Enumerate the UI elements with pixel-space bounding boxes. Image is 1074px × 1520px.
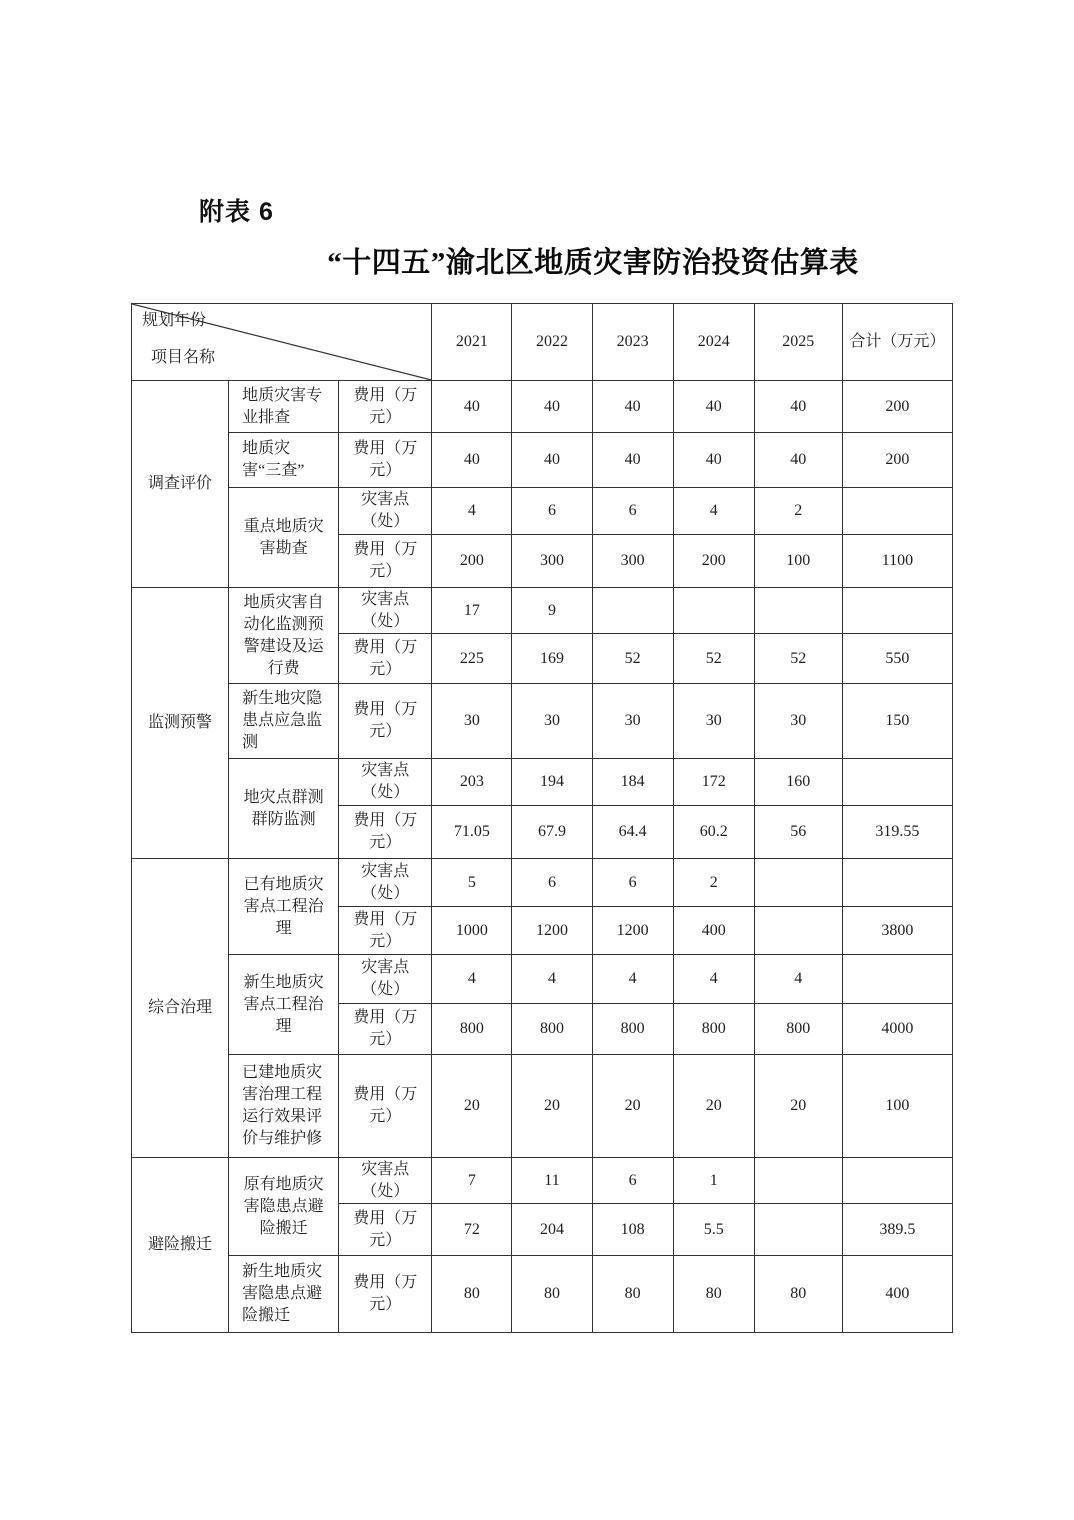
value-cell: 1200	[592, 907, 673, 955]
col-header-2022: 2022	[512, 304, 592, 381]
value-cell: 80	[673, 1256, 754, 1333]
value-cell: 4	[512, 955, 592, 1004]
value-cell: 200	[673, 535, 754, 588]
value-cell: 20	[673, 1055, 754, 1158]
corner-label-planning-year: 规划年份	[142, 312, 207, 329]
value-cell: 71.05	[432, 806, 512, 859]
value-cell: 1100	[842, 535, 952, 588]
value-cell: 2	[673, 859, 754, 907]
value-cell: 4	[754, 955, 842, 1004]
value-cell: 184	[592, 759, 673, 806]
project-cell: 地质灾害自动化监测预警建设及运行费	[229, 588, 339, 684]
metric-cell: 费用（万元）	[339, 684, 432, 759]
project-cell: 原有地质灾害隐患点避险搬迁	[229, 1158, 339, 1256]
col-header-2021: 2021	[432, 304, 512, 381]
value-cell: 204	[512, 1204, 592, 1256]
project-cell: 地质灾害专业排查	[229, 381, 339, 433]
value-cell: 169	[512, 634, 592, 684]
value-cell: 40	[592, 433, 673, 488]
value-cell: 6	[592, 488, 673, 535]
page-title: “十四五”渝北区地质灾害防治投资估算表	[327, 247, 859, 279]
category-cell: 监测预警	[132, 588, 229, 859]
metric-cell: 费用（万元）	[339, 433, 432, 488]
col-header-2025: 2025	[754, 304, 842, 381]
category-cell: 避险搬迁	[132, 1158, 229, 1333]
value-cell: 30	[592, 684, 673, 759]
value-cell: 389.5	[842, 1204, 952, 1256]
metric-cell: 费用（万元）	[339, 1004, 432, 1055]
col-header-2024: 2024	[673, 304, 754, 381]
value-cell: 1000	[432, 907, 512, 955]
value-cell: 200	[432, 535, 512, 588]
value-cell: 400	[673, 907, 754, 955]
value-cell: 200	[842, 381, 952, 433]
value-cell: 56	[754, 806, 842, 859]
table-row	[132, 488, 953, 535]
value-cell: 100	[754, 535, 842, 588]
value-cell: 80	[754, 1256, 842, 1333]
value-cell: 172	[673, 759, 754, 806]
value-cell: 30	[512, 684, 592, 759]
value-cell: 800	[512, 1004, 592, 1055]
value-cell: 7	[432, 1158, 512, 1204]
metric-cell: 费用（万元）	[339, 1204, 432, 1256]
value-cell: 225	[432, 634, 512, 684]
annex-label: 附表 6	[199, 198, 274, 226]
table-row	[132, 1055, 953, 1158]
value-cell: 60.2	[673, 806, 754, 859]
value-cell: 9	[512, 588, 592, 634]
category-cell: 综合治理	[132, 859, 229, 1158]
header-row	[132, 304, 953, 381]
metric-cell: 费用（万元）	[339, 1055, 432, 1158]
value-cell: 800	[754, 1004, 842, 1055]
metric-cell: 灾害点（处）	[339, 955, 432, 1004]
value-cell: 67.9	[512, 806, 592, 859]
value-cell	[754, 1158, 842, 1204]
metric-cell: 费用（万元）	[339, 634, 432, 684]
corner-label-project-name: 项目名称	[151, 349, 216, 366]
col-header-total: 合计（万元）	[842, 304, 952, 381]
value-cell: 4	[432, 488, 512, 535]
value-cell: 5	[432, 859, 512, 907]
value-cell: 40	[512, 381, 592, 433]
value-cell: 550	[842, 634, 952, 684]
project-cell: 新生地质灾害隐患点避险搬迁	[229, 1256, 339, 1333]
value-cell: 40	[754, 381, 842, 433]
value-cell: 30	[432, 684, 512, 759]
metric-cell: 费用（万元）	[339, 535, 432, 588]
metric-cell: 费用（万元）	[339, 1256, 432, 1333]
value-cell: 52	[592, 634, 673, 684]
value-cell: 3800	[842, 907, 952, 955]
value-cell: 20	[754, 1055, 842, 1158]
value-cell: 160	[754, 759, 842, 806]
value-cell: 40	[673, 381, 754, 433]
value-cell: 20	[592, 1055, 673, 1158]
value-cell	[842, 759, 952, 806]
project-cell: 已有地质灾害点工程治理	[229, 859, 339, 955]
table-row	[132, 1158, 953, 1204]
metric-cell: 灾害点（处）	[339, 859, 432, 907]
value-cell: 40	[432, 433, 512, 488]
metric-cell: 灾害点（处）	[339, 759, 432, 806]
metric-cell: 费用（万元）	[339, 381, 432, 433]
col-header-2023: 2023	[592, 304, 673, 381]
value-cell: 40	[592, 381, 673, 433]
project-cell: 地灾点群测群防监测	[229, 759, 339, 859]
value-cell: 203	[432, 759, 512, 806]
value-cell: 1200	[512, 907, 592, 955]
value-cell	[754, 1204, 842, 1256]
value-cell: 200	[842, 433, 952, 488]
value-cell: 11	[512, 1158, 592, 1204]
corner-cell	[132, 304, 432, 381]
value-cell: 4	[673, 488, 754, 535]
value-cell	[673, 588, 754, 634]
value-cell: 319.55	[842, 806, 952, 859]
value-cell	[754, 859, 842, 907]
value-cell: 800	[673, 1004, 754, 1055]
value-cell: 100	[842, 1055, 952, 1158]
value-cell: 194	[512, 759, 592, 806]
metric-cell: 费用（万元）	[339, 907, 432, 955]
value-cell	[842, 488, 952, 535]
value-cell: 800	[432, 1004, 512, 1055]
value-cell: 20	[432, 1055, 512, 1158]
table-row	[132, 1256, 953, 1333]
value-cell: 800	[592, 1004, 673, 1055]
value-cell: 400	[842, 1256, 952, 1333]
value-cell: 6	[592, 1158, 673, 1204]
value-cell: 17	[432, 588, 512, 634]
value-cell: 4	[673, 955, 754, 1004]
value-cell	[842, 955, 952, 1004]
project-cell: 地质灾害“三查”	[229, 433, 339, 488]
value-cell: 40	[673, 433, 754, 488]
value-cell: 300	[592, 535, 673, 588]
value-cell	[754, 588, 842, 634]
value-cell: 5.5	[673, 1204, 754, 1256]
value-cell: 80	[592, 1256, 673, 1333]
metric-cell: 费用（万元）	[339, 806, 432, 859]
value-cell: 1	[673, 1158, 754, 1204]
value-cell: 40	[754, 433, 842, 488]
value-cell: 40	[432, 381, 512, 433]
value-cell: 40	[512, 433, 592, 488]
table-row	[132, 588, 953, 634]
table-row	[132, 955, 953, 1004]
value-cell: 30	[754, 684, 842, 759]
value-cell: 6	[512, 859, 592, 907]
value-cell: 6	[512, 488, 592, 535]
value-cell	[592, 588, 673, 634]
value-cell	[754, 907, 842, 955]
metric-cell: 灾害点（处）	[339, 488, 432, 535]
value-cell: 72	[432, 1204, 512, 1256]
investment-estimate-table	[131, 303, 953, 1333]
value-cell: 4	[432, 955, 512, 1004]
project-cell: 新生地灾隐患点应急监测	[229, 684, 339, 759]
value-cell: 6	[592, 859, 673, 907]
project-cell: 重点地质灾害勘查	[229, 488, 339, 588]
value-cell: 300	[512, 535, 592, 588]
table-row	[132, 859, 953, 907]
value-cell: 52	[673, 634, 754, 684]
metric-cell: 灾害点（处）	[339, 1158, 432, 1204]
table-row	[132, 381, 953, 433]
category-cell: 调查评价	[132, 381, 229, 588]
value-cell: 64.4	[592, 806, 673, 859]
value-cell: 4000	[842, 1004, 952, 1055]
value-cell: 52	[754, 634, 842, 684]
value-cell	[842, 1158, 952, 1204]
value-cell: 2	[754, 488, 842, 535]
value-cell	[842, 859, 952, 907]
table-row	[132, 759, 953, 806]
value-cell: 108	[592, 1204, 673, 1256]
value-cell: 4	[592, 955, 673, 1004]
value-cell: 150	[842, 684, 952, 759]
table-row	[132, 684, 953, 759]
table-row	[132, 433, 953, 488]
table-body	[132, 381, 953, 1333]
value-cell: 20	[512, 1055, 592, 1158]
project-cell: 已建地质灾害治理工程运行效果评价与维护修	[229, 1055, 339, 1158]
metric-cell: 灾害点（处）	[339, 588, 432, 634]
value-cell: 80	[432, 1256, 512, 1333]
value-cell	[842, 588, 952, 634]
project-cell: 新生地质灾害点工程治理	[229, 955, 339, 1055]
value-cell: 80	[512, 1256, 592, 1333]
value-cell: 30	[673, 684, 754, 759]
